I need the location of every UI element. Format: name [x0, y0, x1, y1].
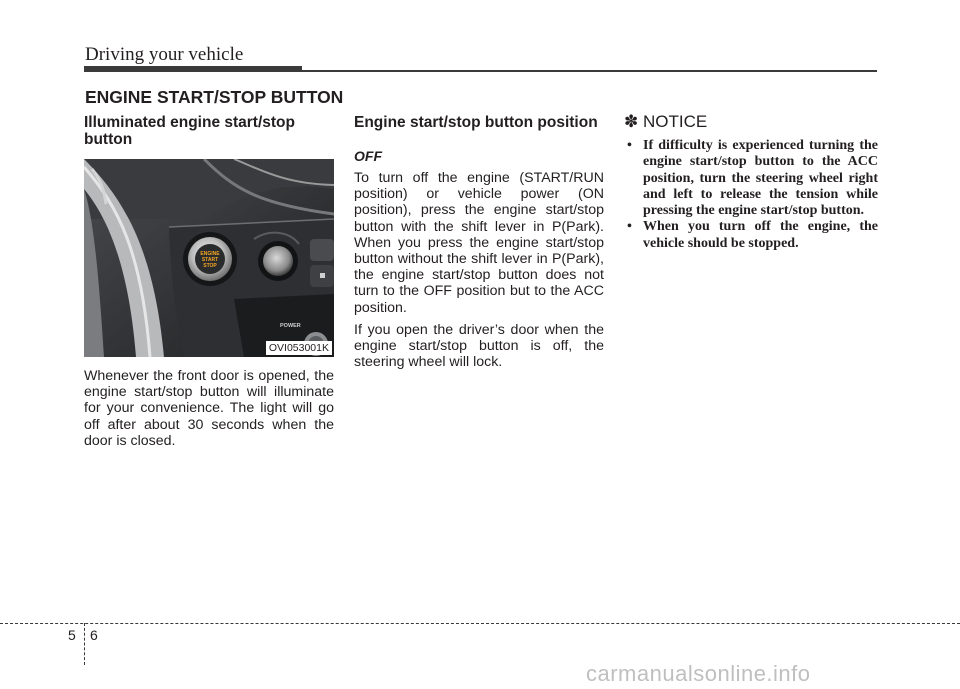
- illuminated-heading: Illuminated engine start/stop button: [84, 114, 295, 148]
- header-rule-thin: [302, 70, 877, 72]
- watermark: carmanualsonline.info: [586, 661, 811, 686]
- column-left: [84, 114, 334, 449]
- steering-lock-paragraph: If you open the driver’s door when the engine start/stop button is off, the steering wheel will lock.: [354, 321, 604, 371]
- button-label-stop: STOP: [203, 263, 217, 269]
- notice-title: NOTICE: [642, 112, 708, 131]
- position-heading: Engine start/stop button position: [354, 114, 598, 131]
- off-paragraph: To turn off the engine (START/RUN position) or vehicle power (ON position), press the engine start/stop button with the shift lever in P(Park). When you press the engine start/stop button without the shift lever in P(Park), the engine start/stop button does not turn to the OFF position but to the ACC position.: [354, 170, 604, 316]
- image-code-label: OVI053001K: [266, 341, 332, 355]
- notice-item: • If difficulty is experienced turning the engine start/stop button to the ACC position, turn the steering wheel right and left to release the tension while pressing the engine start/stop button.: [624, 138, 878, 219]
- button-label-engine: ENGINE: [200, 251, 220, 257]
- button-label-start: START: [201, 257, 219, 263]
- illuminated-paragraph: Whenever the front door is opened, the engine start/stop button will illuminate for your convenience. The light will go off after about 30 seconds when the door is closed.: [84, 368, 334, 449]
- notice-item: • When you turn off the engine, the vehicle should be stopped.: [624, 219, 878, 252]
- power-label: POWER: [280, 323, 301, 329]
- footer-rule: [0, 623, 960, 624]
- notice-list: [624, 138, 878, 252]
- footer-divider: [84, 623, 85, 665]
- chapter-number: 5: [68, 627, 76, 643]
- notice-heading: [624, 112, 878, 132]
- notice-symbol-icon: ✽: [624, 112, 639, 131]
- header-rule-thick: [84, 66, 302, 72]
- off-subheading: OFF: [354, 148, 382, 164]
- dashboard-illustration: [84, 159, 334, 357]
- column-right: [624, 114, 878, 252]
- page-number: 6: [90, 627, 98, 643]
- header-title: Driving your vehicle: [85, 44, 244, 65]
- column-middle: [354, 114, 604, 370]
- start-stop-button-photo: [84, 159, 334, 357]
- section-title: ENGINE START/STOP BUTTON: [85, 87, 344, 107]
